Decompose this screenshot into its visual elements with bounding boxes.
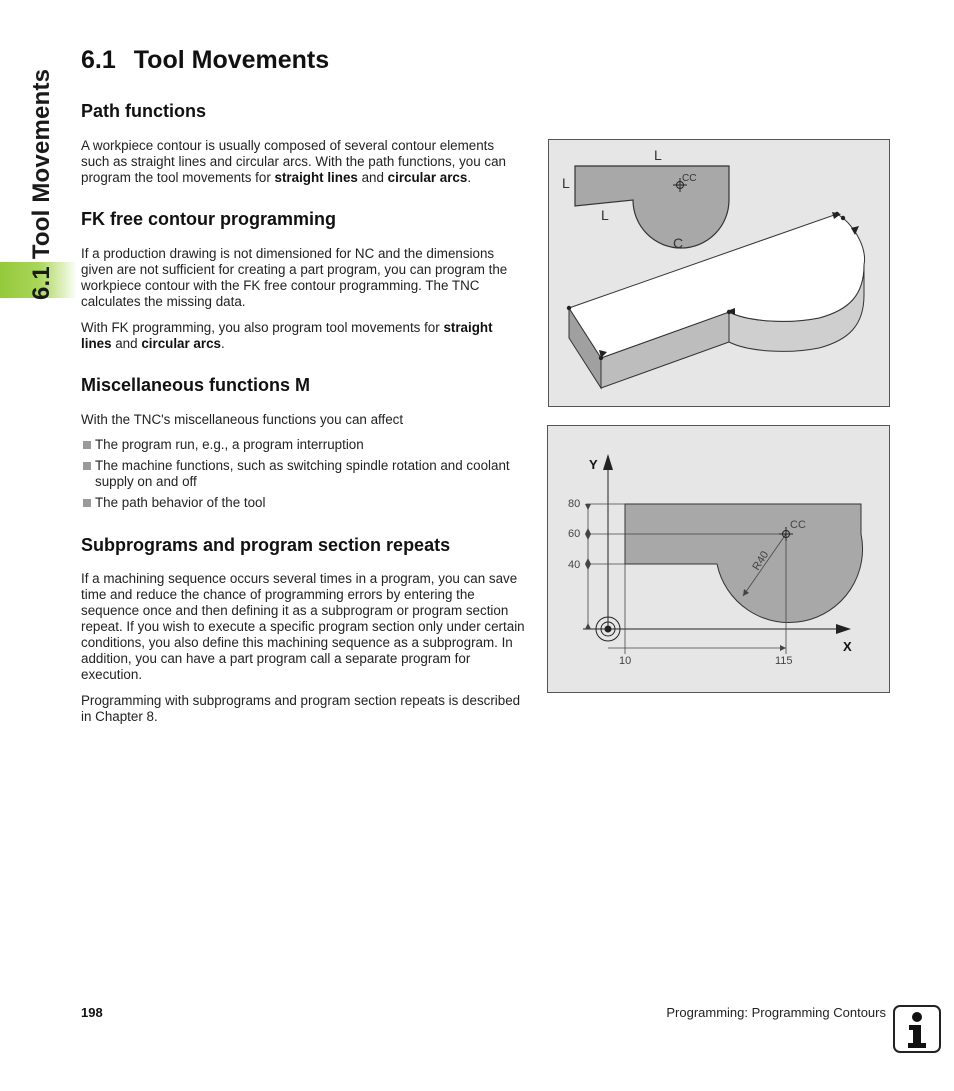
- label-l-left: L: [562, 175, 570, 191]
- list-item: The machine functions, such as switching spindle rotation and coolant supply on and off: [81, 458, 526, 490]
- paragraph-subprograms-1: If a machining sequence occurs several times in a program, you can save time and reduce the chance of programming errors by entering the sequence once and then defining it as a subprogram or program section repeat. If you wish to execute a specific program section only under certain conditions, you also define this machining sequence as a subprogram. In addition, you can have a part program call a separate program for execution.: [81, 571, 525, 682]
- info-glyph-icon: [895, 1007, 939, 1051]
- y-axis-arrow-icon: [603, 454, 613, 470]
- section-title: Tool Movements: [133, 46, 330, 74]
- paragraph-path-functions: A workpiece contour is usually composed of several contour elements such as straight lines and circular arcs. With the path functions, you can program the tool movements for straight lines and circular arcs.: [81, 138, 506, 185]
- y-axis-label: Y: [589, 457, 598, 472]
- heading-fk-programming: FK free contour programming: [81, 209, 337, 229]
- list-item: The program run, e.g., a program interruption: [81, 437, 526, 453]
- page-number: 198: [81, 1005, 103, 1020]
- heading-subprograms: Subprograms and program section repeats: [81, 535, 451, 555]
- info-icon[interactable]: [893, 1005, 941, 1053]
- section-number: 6.1: [81, 46, 116, 74]
- figure-contour-3d: [548, 139, 890, 407]
- label-cc: CC: [682, 173, 697, 184]
- tick-label-y40: 40: [568, 559, 581, 571]
- label-cc: CC: [790, 519, 806, 531]
- paragraph-fk-1: If a production drawing is not dimensioned for NC and the dimensions given are not sufficient for creating a part program, you can program the workpiece contour with the FK free contour programming. The TNC calculates the missing data.: [81, 246, 508, 309]
- footer-chapter-title: Programming: Programming Contours: [666, 1005, 886, 1020]
- paragraph-misc-intro: With the TNC's miscellaneous functions you can affect: [81, 412, 404, 427]
- label-radius: R40: [750, 549, 772, 573]
- side-chapter-title: 6.1 Tool Movements: [28, 68, 55, 300]
- paragraph-subprograms-2: Programming with subprograms and program section repeats is described in Chapter 8.: [81, 693, 521, 724]
- tick-label-y60: 60: [568, 528, 581, 540]
- label-l-top: L: [654, 147, 662, 163]
- part-shape: [625, 504, 863, 623]
- figure-contour-3d-svg: [549, 140, 889, 406]
- heading-path-functions: Path functions: [81, 101, 206, 121]
- label-l-mid: L: [601, 207, 609, 223]
- tick-label-x10: 10: [619, 655, 632, 667]
- tick-label-x115: 115: [775, 655, 793, 667]
- contour-outline: [575, 166, 729, 248]
- x-axis-label: X: [843, 639, 852, 654]
- page-title: [81, 46, 329, 75]
- x-axis-arrow-icon: [836, 624, 851, 634]
- paragraph-fk-2: With FK programming, you also program tool movements for straight lines and circular arcs.: [81, 320, 493, 351]
- tick-label-y80: 80: [568, 498, 581, 510]
- figure-contour-dimensions: [547, 425, 890, 693]
- label-c: C: [673, 235, 684, 251]
- figure-contour-dimensions-svg: [548, 426, 889, 692]
- list-item: The path behavior of the tool: [81, 495, 526, 511]
- heading-misc-functions: Miscellaneous functions M: [81, 375, 311, 395]
